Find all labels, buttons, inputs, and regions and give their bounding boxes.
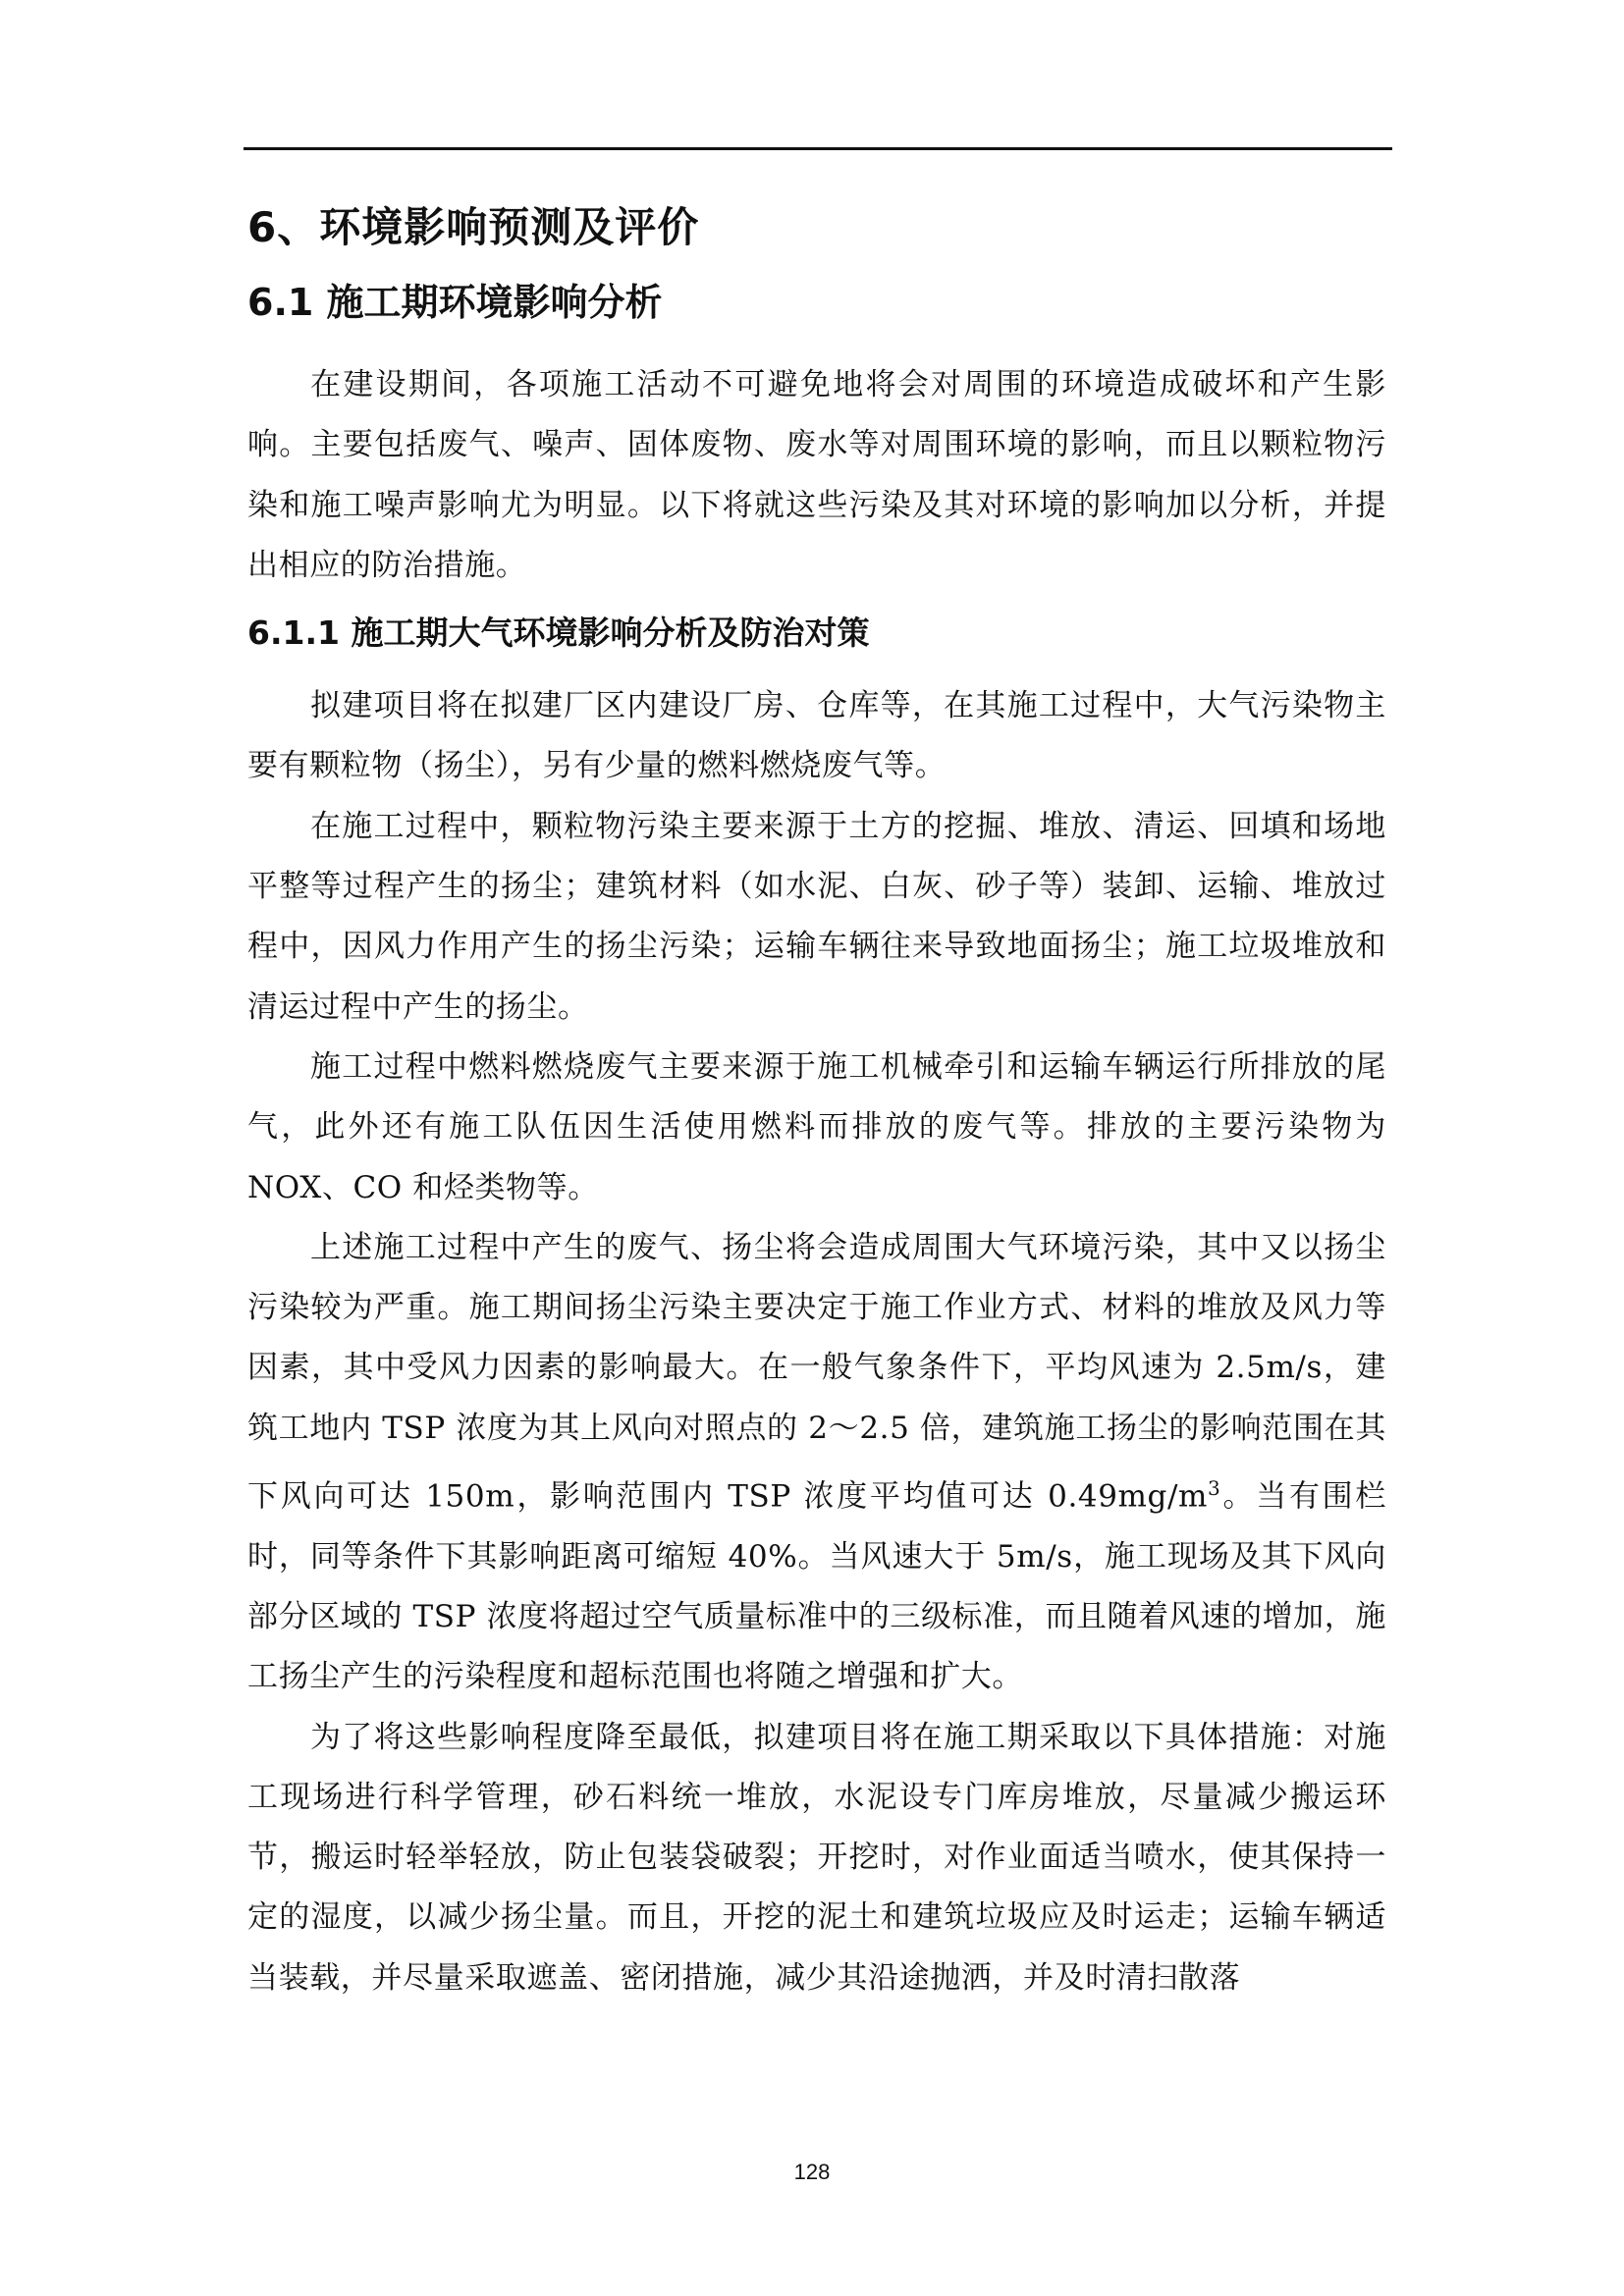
paragraph-exhaust: 施工过程中燃料燃烧废气主要来源于施工机械牵引和运输车辆运行所排放的尾气，此外还有施工队伍因生活使用燃料而排放的废气等。排放的主要污染物为 NOX、CO 和烃类物等。 xyxy=(247,1048,1386,1205)
paragraph-pollutants: 拟建项目将在拟建厂区内建设厂房、仓库等，在其施工过程中，大气污染物主要有颗粒物（扬尘），另有少量的燃料燃烧废气等。 xyxy=(247,688,1386,784)
section-heading: 6.1 施工期环境影响分析 xyxy=(247,281,663,324)
paragraph-tsp-text-before: 上述施工过程中产生的废气、扬尘将会造成周围大气环境污染，其中又以扬尘污染较为严重。施工期间扬尘污染主要决定于施工作业方式、材料的堆放及风力等因素，其中受风力因素的影响最大。在一般气象条件下，平均风速为 2.5m/s，建筑工地内 TSP 浓度为其上风向对照点的 2～2.5 倍，建筑施工扬尘的影响范围在其下风向可达 150m，影响范围内 TSP 浓度平均值可达 0.49mg/m xyxy=(247,1229,1386,1515)
page-number: 128 xyxy=(793,2160,831,2184)
chapter-heading: 6、环境影响预测及评价 xyxy=(247,203,700,251)
page-content xyxy=(247,187,1386,2008)
intro-paragraph: 在建设期间，各项施工活动不可避免地将会对周围的环境造成破坏和产生影响。主要包括废气、噪声、固体废物、废水等对周围环境的影响，而且以颗粒物污染和施工噪声影响尤为明显。以下将就这些污染及其对环境的影响加以分析，并提出相应的防治措施。 xyxy=(247,367,1386,583)
paragraph-measures: 为了将这些影响程度降至最低，拟建项目将在施工期采取以下具体措施：对施工现场进行科学管理，砂石料统一堆放，水泥设专门库房堆放，尽量减少搬运环节，搬运时轻举轻放，防止包装袋破裂；开挖时，对作业面适当喷水，使其保持一定的湿度，以减少扬尘量。而且，开挖的泥土和建筑垃圾应及时运走；运输车辆适当装载，并尽量采取遮盖、密闭措施，减少其沿途抛洒，并及时清扫散落 xyxy=(247,1719,1386,1996)
paragraph-tsp-superscript: 3 xyxy=(1208,1476,1221,1501)
header-rule xyxy=(244,147,1392,150)
paragraph-tsp xyxy=(247,1218,1386,1708)
paragraph-dust-sources: 在施工过程中，颗粒物污染主要来源于土方的挖掘、堆放、清运、回填和场地平整等过程产生的扬尘；建筑材料（如水泥、白灰、砂子等）装卸、运输、堆放过程中，因风力作用产生的扬尘污染；运输车辆往来导致地面扬尘；施工垃圾堆放和清运过程中产生的扬尘。 xyxy=(247,808,1386,1025)
paragraph-tsp-text-after: 。当有围栏时，同等条件下其影响距离可缩短 40%。当风速大于 5m/s，施工现场及其下风向部分区域的 TSP 浓度将超过空气质量标准中的三级标准，而且随着风速的增加，施工扬尘产生的污染程度和超标范围也将随之增强和扩大。 xyxy=(247,1478,1387,1695)
subsection-heading: 6.1.1 施工期大气环境影响分析及防治对策 xyxy=(247,614,870,653)
